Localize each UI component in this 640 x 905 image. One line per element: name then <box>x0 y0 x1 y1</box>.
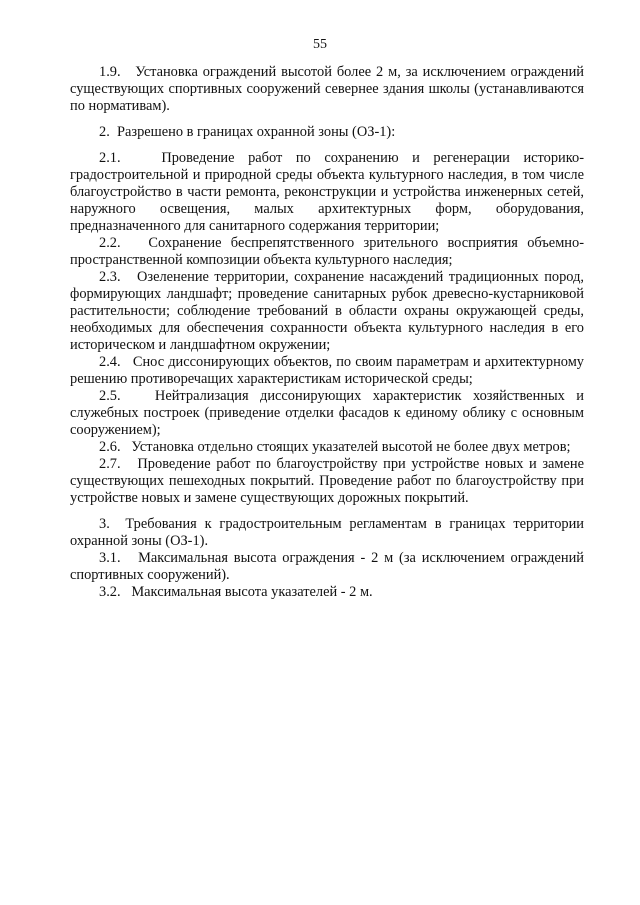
paragraph-2-2: 2.2. Сохранение беспрепятственного зрительного восприятия объемно-пространственной композиции объекта культурного наследия; <box>70 235 584 268</box>
paragraph-3-1: 3.1. Максимальная высота ограждения - 2 м (за исключением ограждений спортивных сооружений). <box>70 550 584 583</box>
paragraph-3: 3. Требования к градостроительным регламентам в границах территории охранной зоны (ОЗ-1). <box>70 516 584 549</box>
paragraph-2-3: 2.3. Озеленение территории, сохранение насаждений традиционных пород, формирующих ландшафт; проведение санитарных рубок древесно-кустарниковой растительности; соблюдение требований в области охраны окружающей среды, необходимых для обеспечения сохранности объекта культурного наследия в его историческом и ландшафтном окружении; <box>70 269 584 353</box>
paragraph-2-1: 2.1. Проведение работ по сохранению и регенерации историко-градостроительной и природной среды объекта культурного наследия, в том числе благоустройство в части ремонта, реконструкции и устройства инженерных сетей, наружного освещения, малых архитектурных форм, оборудования, предназначенного для санитарного содержания территории; <box>70 150 584 234</box>
paragraph-2-5: 2.5. Нейтрализация диссонирующих характеристик хозяйственных и служебных построек (приведение отделки фасадов к единому облику с основным сооружением); <box>70 388 584 438</box>
paragraph-3-2: 3.2. Максимальная высота указателей - 2 м. <box>99 584 373 600</box>
paragraph-2: 2. Разрешено в границах охранной зоны (ОЗ-1): <box>99 124 396 140</box>
paragraph-2-7: 2.7. Проведение работ по благоустройству при устройстве новых и замене существующих пешеходных покрытий. Проведение работ по благоустройству при устройстве новых и замене существующих дорожных покрытий. <box>70 456 584 506</box>
document-body <box>70 64 584 601</box>
paragraph-2-6: 2.6. Установка отдельно стоящих указателей высотой не более двух метров; <box>99 439 571 455</box>
page-number: 55 <box>313 37 327 52</box>
paragraph-2-4: 2.4. Снос диссонирующих объектов, по своим параметрам и архитектурному решению противоречащих характеристикам исторической среды; <box>70 354 584 387</box>
paragraph-1-9: 1.9. Установка ограждений высотой более 2 м, за исключением ограждений существующих спортивных сооружений севернее здания школы (устанавливаются по нормативам). <box>70 64 584 114</box>
